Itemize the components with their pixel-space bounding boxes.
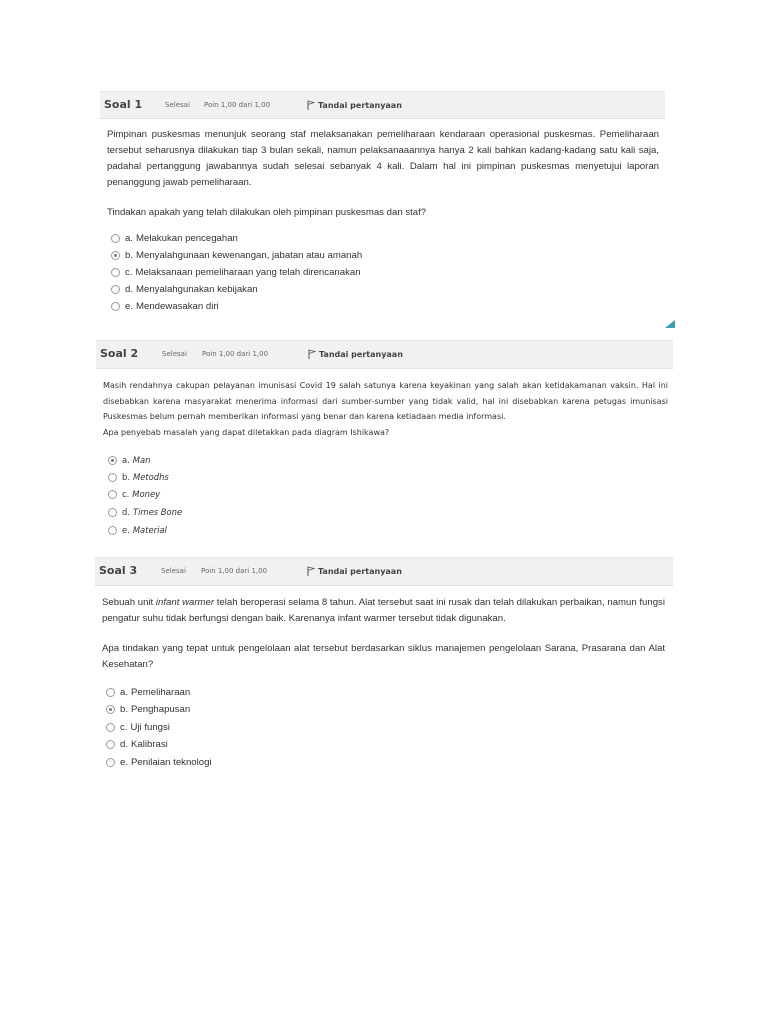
- question-state: Selesai: [162, 350, 187, 358]
- option-letter: e.: [122, 525, 130, 535]
- flag-question-button[interactable]: [307, 566, 402, 576]
- radio-button[interactable]: [111, 302, 120, 311]
- flag-icon: [307, 566, 315, 576]
- answer-option-c[interactable]: [111, 267, 361, 278]
- question-number: Soal 1: [104, 98, 143, 111]
- corner-triangle-icon: [665, 320, 675, 328]
- option-letter: c.: [125, 267, 133, 278]
- radio-button[interactable]: [108, 473, 117, 482]
- answer-option-c[interactable]: [106, 722, 170, 733]
- question-prompt: Tindakan apakah yang telah dilakukan oleh pimpinan puskesmas dan staf?: [107, 207, 427, 218]
- option-letter: d.: [125, 284, 134, 295]
- question-state: Selesai: [165, 101, 190, 109]
- answer-option-b[interactable]: [106, 704, 190, 715]
- radio-button-selected[interactable]: [111, 251, 120, 260]
- question-header: [95, 557, 673, 586]
- answer-option-e[interactable]: [106, 757, 212, 768]
- paragraph-text: Sebuah unit: [102, 597, 156, 608]
- option-text: Penilaian teknologi: [131, 757, 212, 768]
- option-text: Uji fungsi: [130, 722, 170, 733]
- question-text: [103, 378, 668, 440]
- answer-option-a[interactable]: [111, 233, 238, 244]
- question-state: Selesai: [161, 567, 186, 575]
- option-letter: a.: [120, 687, 129, 698]
- radio-button[interactable]: [111, 234, 120, 243]
- option-text: Kalibrasi: [131, 739, 168, 750]
- answer-option-c[interactable]: [108, 489, 160, 499]
- question-paragraph: Pimpinan puskesmas menunjuk seorang staf melaksanakan pemeliharaan kendaraan operasional puskesmas. Pemeliharaan tersebut seharusnya dilakukan tiap 3 bulan sekali, namun pelaksanaaannya hanya 2 kali bahkan kadang-kadang satu kali saja, padahal pertanggung jawabannya sudah selesai sebanyak 4 kali. Dalam hal ini pimpinan puskesmas menyetujui laporan penanggung jawab pemeliharaan.: [107, 129, 659, 188]
- option-text: Melaksanaan pemeliharaan yang telah direncanakan: [135, 267, 361, 278]
- option-text: Times Bone: [132, 507, 183, 517]
- question-number: Soal 3: [99, 564, 138, 577]
- radio-button[interactable]: [108, 526, 117, 535]
- question-text: [102, 595, 665, 673]
- option-text: Man: [132, 455, 151, 465]
- answer-option-a[interactable]: [108, 455, 150, 465]
- answer-option-e[interactable]: [108, 525, 167, 535]
- option-letter: c.: [120, 722, 128, 733]
- option-text: Material: [132, 525, 167, 535]
- radio-button[interactable]: [106, 723, 115, 732]
- answer-option-e[interactable]: [111, 301, 219, 312]
- radio-button[interactable]: [108, 490, 117, 499]
- flag-question-label: Tandai pertanyaan: [319, 349, 403, 359]
- option-letter: c.: [122, 489, 130, 499]
- question-paragraph: Masih rendahnya cakupan pelayanan imunisasi Covid 19 salah satunya karena keyakinan yang salah akan ketidakamanan vaksin. Hal ini disebabkan karena masyarakat menerima informasi dari sumber-sumber yang tidak valid, hal ini disebabkan karena petugas imunisasi Puskesmas belum pernah memberikan informasi yang benar dan karena ketiadaan media informasi.: [103, 381, 668, 421]
- radio-button[interactable]: [111, 268, 120, 277]
- option-letter: b.: [125, 250, 134, 261]
- option-text: Mendewasakan diri: [136, 301, 219, 312]
- answer-option-b[interactable]: [108, 472, 169, 482]
- question-grade: Poin 1,00 dari 1,00: [202, 350, 269, 358]
- option-letter: d.: [122, 507, 130, 517]
- radio-button-selected[interactable]: [108, 456, 117, 465]
- option-text: Pemeliharaan: [131, 687, 191, 698]
- option-letter: a.: [125, 233, 134, 244]
- answer-option-d[interactable]: [108, 507, 182, 517]
- radio-button[interactable]: [106, 740, 115, 749]
- option-letter: b.: [122, 472, 130, 482]
- option-text: Money: [132, 489, 161, 499]
- flag-question-button[interactable]: [307, 100, 402, 110]
- option-letter: e.: [120, 757, 129, 768]
- radio-button[interactable]: [108, 508, 117, 517]
- radio-button[interactable]: [106, 758, 115, 767]
- question-grade: Poin 1,00 dari 1,00: [204, 101, 271, 109]
- option-text: Menyalahgunaan kewenangan, jabatan atau amanah: [136, 250, 363, 261]
- option-text: Menyalahgunakan kebijakan: [136, 284, 258, 295]
- flag-icon: [307, 100, 315, 110]
- question-grade: Poin 1,00 dari 1,00: [201, 567, 268, 575]
- answer-option-d[interactable]: [106, 739, 168, 750]
- question-text: [107, 127, 659, 221]
- question-prompt: Apa tindakan yang tepat untuk pengelolaan alat tersebut berdasarkan siklus manajemen pengelolaan Sarana, Prasarana dan Alat Kesehatan?: [102, 643, 665, 670]
- option-text: Penghapusan: [131, 704, 191, 715]
- radio-button[interactable]: [106, 688, 115, 697]
- flag-question-label: Tandai pertanyaan: [318, 566, 402, 576]
- paragraph-italic-term: infant warmer: [155, 597, 215, 608]
- radio-button[interactable]: [111, 285, 120, 294]
- flag-question-button[interactable]: [308, 349, 403, 359]
- answer-option-a[interactable]: [106, 687, 190, 698]
- option-letter: d.: [120, 739, 129, 750]
- radio-button-selected[interactable]: [106, 705, 115, 714]
- option-letter: b.: [120, 704, 129, 715]
- answer-option-b[interactable]: [111, 250, 362, 261]
- question-prompt: Apa penyebab masalah yang dapat diletakkan pada diagram Ishikawa?: [103, 427, 390, 437]
- question-header: [96, 340, 673, 369]
- question-header: [100, 91, 665, 119]
- question-number: Soal 2: [100, 347, 139, 360]
- option-letter: e.: [125, 301, 134, 312]
- option-letter: a.: [122, 455, 130, 465]
- flag-question-label: Tandai pertanyaan: [318, 100, 402, 110]
- question-paragraph: [102, 595, 665, 627]
- option-text: Metodhs: [132, 472, 169, 482]
- paragraph-text: telah beroperasi selama 8 tahun. Alat tersebut saat ini rusak dan telah dilakukan perbaikan, namun fungsi pengatur suhu tidak berfungsi dengan baik. Karenanya infant warmer tersebut tidak digunakan.: [102, 597, 665, 624]
- answer-option-d[interactable]: [111, 284, 258, 295]
- flag-icon: [308, 349, 316, 359]
- option-text: Melakukan pencegahan: [136, 233, 238, 244]
